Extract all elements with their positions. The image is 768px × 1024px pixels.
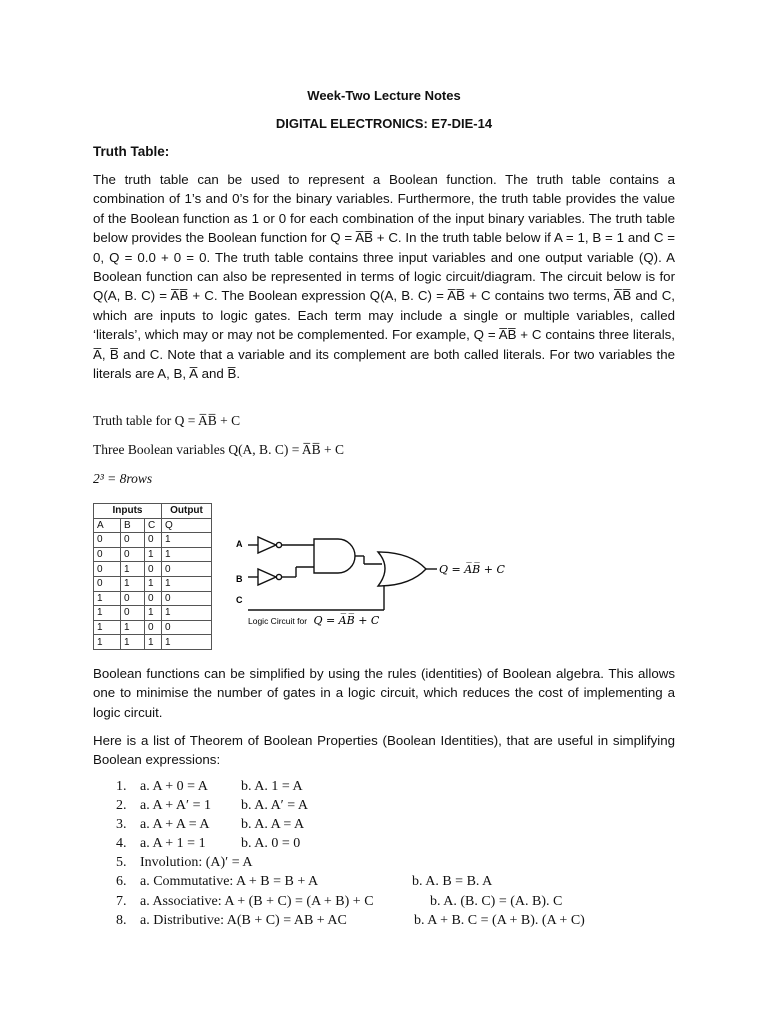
circuit-caption	[248, 613, 380, 627]
list-item	[116, 798, 716, 817]
list-item	[116, 855, 716, 874]
identity-a: Involution: (A)′ = A	[140, 855, 253, 871]
list-number: 7.	[116, 893, 127, 909]
boolean-variables-line: Three Boolean variables Q(A, B. C) = A̅B̅ + C	[93, 442, 345, 457]
paragraph-truth-table: The truth table can be used to represent a Boolean function. The truth table contains a combination of 1’s and 0’s for the binary variables. Furthermore, the truth table provides the value of the Boolean function as 1 or 0 for each combination of the input binary variables. The truth table below provides the Boolean function for Q = A̅B̅ + C. In the truth table below if A = 1, B = 1 and C = 0, Q = 0.0 + 0 = 0. The truth table contains three input variables and one output variable (Q). A Boolean function can also be represented in terms of logic circuit/diagram. The circuit below is for Q(A, B. C) = A̅B̅ + C. The Boolean expression Q(A, B. C) = A̅B̅ + C contains two terms, A̅B̅ and C, which are inputs to logic gates. Each term may include a single or multiple variables, called ‘literals’, which may or may not be complemented. For example, Q = A̅B̅ + C contains three literals, A̅, B̅ and C. Note that a variable and its complement are both called literals. For two variables the literals are A, B, A̅ and B̅.	[93, 172, 675, 382]
identity-a: a. A + A′ = 1	[140, 798, 211, 814]
identity-b: b. A + B. C = (A + B). (A + C)	[414, 912, 585, 928]
cell: 0	[94, 576, 121, 591]
list-number: 8.	[116, 912, 127, 928]
column-header-q: Q	[162, 518, 212, 533]
cell: 0	[94, 547, 121, 562]
cell: 1	[121, 562, 145, 577]
list-item	[116, 779, 716, 798]
paragraph-identities-intro: Here is a list of Theorem of Boolean Properties (Boolean Identities), that are useful in simplifying Boolean expressions:	[93, 733, 675, 768]
cell: 0	[162, 620, 212, 635]
not-bubble-a	[276, 542, 281, 547]
list-number: 3.	[116, 817, 127, 833]
circuit-label-c: C	[236, 595, 243, 605]
cell: 1	[121, 620, 145, 635]
logic-circuit-diagram	[232, 520, 532, 632]
circuit-caption-math: Q = A̅B̅ + C	[313, 614, 380, 627]
identity-b: b. A. A′ = A	[241, 798, 308, 814]
list-item	[116, 894, 716, 913]
cell: 0	[121, 591, 145, 606]
table-row	[94, 533, 212, 548]
cell: 0	[94, 562, 121, 577]
cell: 0	[121, 533, 145, 548]
list-number: 1.	[116, 779, 127, 794]
not-gate-a	[258, 537, 276, 553]
identity-b: b. A. (B. C) = (A. B). C	[430, 893, 563, 909]
circuit-label-a: A	[236, 539, 243, 549]
list-number: 6.	[116, 874, 127, 890]
circuit-label-b: B	[236, 574, 243, 584]
identity-a: a. A + A = A	[140, 817, 210, 833]
identity-a: a. A + 1 = 1	[140, 836, 206, 852]
table-row	[94, 635, 212, 650]
list-number: 5.	[116, 855, 127, 871]
list-item	[116, 874, 716, 893]
cell: 1	[145, 547, 162, 562]
cell: 1	[94, 606, 121, 621]
cell: 1	[121, 635, 145, 650]
identity-b: b. A. 1 = A	[241, 779, 303, 794]
list-number: 2.	[116, 798, 127, 814]
cell: 0	[145, 591, 162, 606]
column-header-b: B	[121, 518, 145, 533]
or-gate	[378, 552, 426, 586]
list-number: 4.	[116, 836, 127, 852]
paragraph-simplification: Boolean functions can be simplified by using the rules (identities) of Boolean algebra. This allows one to minimise the number of gates in a logic circuit, which reduces the cost of implementing a logic circuit.	[93, 666, 675, 720]
cell: 1	[162, 576, 212, 591]
output-group-header: Output	[162, 504, 212, 519]
cell: 1	[94, 591, 121, 606]
cell: 0	[121, 547, 145, 562]
table-row	[94, 547, 212, 562]
not-bubble-b	[276, 574, 281, 579]
list-item	[116, 817, 716, 836]
and-gate	[314, 539, 355, 573]
truth-table	[93, 503, 212, 650]
cell: 1	[145, 576, 162, 591]
inputs-group-header: Inputs	[94, 504, 162, 519]
cell: 0	[145, 620, 162, 635]
identity-b: b. A. B = B. A	[412, 874, 493, 890]
table-row	[94, 576, 212, 591]
identity-a: a. Commutative: A + B = B + A	[140, 874, 319, 890]
column-header-c: C	[145, 518, 162, 533]
table-row	[94, 606, 212, 621]
identity-b: b. A. A = A	[241, 817, 305, 833]
table-row	[94, 591, 212, 606]
doc-title: Week-Two Lecture Notes	[307, 88, 461, 103]
cell: 1	[145, 606, 162, 621]
cell: 0	[145, 562, 162, 577]
cell: 0	[162, 591, 212, 606]
cell: 1	[162, 547, 212, 562]
cell: 1	[121, 576, 145, 591]
cell: 1	[162, 635, 212, 650]
list-item	[116, 836, 716, 855]
cell: 0	[145, 533, 162, 548]
circuit-caption-text: Logic Circuit for	[248, 616, 308, 626]
identity-a: a. A + 0 = A	[140, 779, 208, 794]
section-heading: Truth Table:	[93, 144, 170, 159]
identity-b: b. A. 0 = 0	[241, 836, 301, 852]
output-expression: Q = A̅B̅ + C	[439, 563, 505, 576]
cell: 0	[94, 533, 121, 548]
list-item	[116, 913, 716, 932]
cell: 0	[162, 562, 212, 577]
cell: 0	[121, 606, 145, 621]
truth-table-label: Truth table for Q = A̅B̅ + C	[93, 413, 241, 428]
identity-a: a. Associative: A + (B + C) = (A + B) + C	[140, 893, 374, 909]
rows-count-line: 2³ = 8rows	[93, 471, 153, 486]
cell: 1	[162, 606, 212, 621]
table-row	[94, 562, 212, 577]
cell: 1	[94, 620, 121, 635]
identity-a: a. Distributive: A(B + C) = AB + AC	[140, 912, 347, 928]
not-gate-b	[258, 569, 276, 585]
table-row	[94, 620, 212, 635]
column-header-a: A	[94, 518, 121, 533]
cell: 1	[145, 635, 162, 650]
course-code: DIGITAL ELECTRONICS: E7-DIE-14	[275, 116, 493, 131]
identities-list	[116, 779, 716, 932]
cell: 1	[162, 533, 212, 548]
cell: 1	[94, 635, 121, 650]
